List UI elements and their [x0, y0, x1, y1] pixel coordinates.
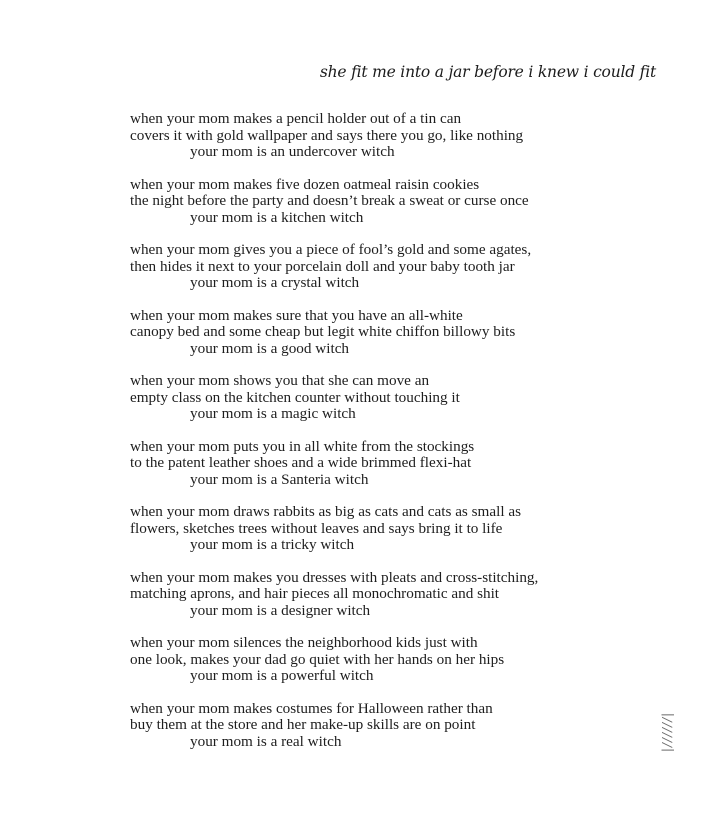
poem-line: flowers, sketches trees without leaves and says bring it to life: [130, 519, 503, 537]
poem-line: when your mom makes you dresses with pleats and cross-stitching,: [130, 568, 539, 586]
refrain-line: your mom is a Santeria witch: [190, 470, 369, 488]
refrain-line: your mom is a kitchen witch: [190, 208, 364, 226]
refrain-line: your mom is a designer witch: [190, 601, 371, 619]
stanza: [130, 111, 650, 161]
poem-line: when your mom silences the neighborhood kids just with: [130, 634, 478, 651]
poem-line: to the patent leather shoes and a wide brimmed flexi-hat: [130, 454, 472, 471]
stanza: [130, 308, 650, 358]
stanza: [130, 439, 650, 489]
stanza: [130, 635, 650, 685]
stanza: [130, 504, 650, 554]
refrain-line: your mom is a magic witch: [190, 405, 356, 422]
refrain-line: your mom is an undercover witch: [190, 143, 395, 160]
stanza: [130, 373, 650, 423]
poem-line: when your mom puts you in all white from the stockings: [130, 437, 475, 455]
refrain-line: your mom is a powerful witch: [190, 667, 374, 684]
page-marker: [660, 694, 674, 769]
poem-line: when your mom makes five dozen oatmeal raisin cookies: [130, 175, 480, 193]
poem-body: [130, 111, 650, 766]
poem-line: when your mom makes a pencil holder out of a tin can: [130, 110, 462, 127]
poem-line: when your mom shows you that she can move an: [130, 372, 430, 389]
stanza: [130, 570, 650, 620]
stanza: [130, 177, 650, 227]
poem-line: the night before the party and doesn’t break a sweat or curse once: [130, 192, 529, 209]
refrain-line: your mom is a crystal witch: [190, 274, 360, 291]
page-marker-text: |//////|: [660, 711, 674, 752]
poem-line: buy them at the store and her make-up skills are on point: [130, 716, 476, 733]
poem-line: one look, makes your dad go quiet with her hands on her hips: [130, 650, 505, 668]
stanza: [130, 701, 650, 751]
poem-line: canopy bed and some cheap but legit white chiffon billowy bits: [130, 323, 516, 340]
refrain-line: your mom is a real witch: [190, 732, 342, 750]
poem-line: covers it with gold wallpaper and says there you go, like nothing: [130, 126, 524, 144]
poem-line: matching aprons, and hair pieces all monochromatic and shit: [130, 585, 500, 602]
stanza: [130, 242, 650, 292]
refrain-line: your mom is a good witch: [190, 339, 350, 357]
poem-line: when your mom gives you a piece of fool’s gold and some agates,: [130, 241, 532, 258]
poem-line: then hides it next to your porcelain doll and your baby tooth jar: [130, 257, 515, 275]
poem-line: empty class on the kitchen counter without touching it: [130, 388, 460, 406]
poem-line: when your mom draws rabbits as big as cats and cats as small as: [130, 503, 521, 520]
poem-line: when your mom makes costumes for Halloween rather than: [130, 699, 493, 717]
refrain-line: your mom is a tricky witch: [190, 536, 355, 553]
page-title: she fit me into a jar before i knew i could fit: [319, 63, 656, 81]
poem-line: when your mom makes sure that you have an all-white: [130, 306, 463, 324]
